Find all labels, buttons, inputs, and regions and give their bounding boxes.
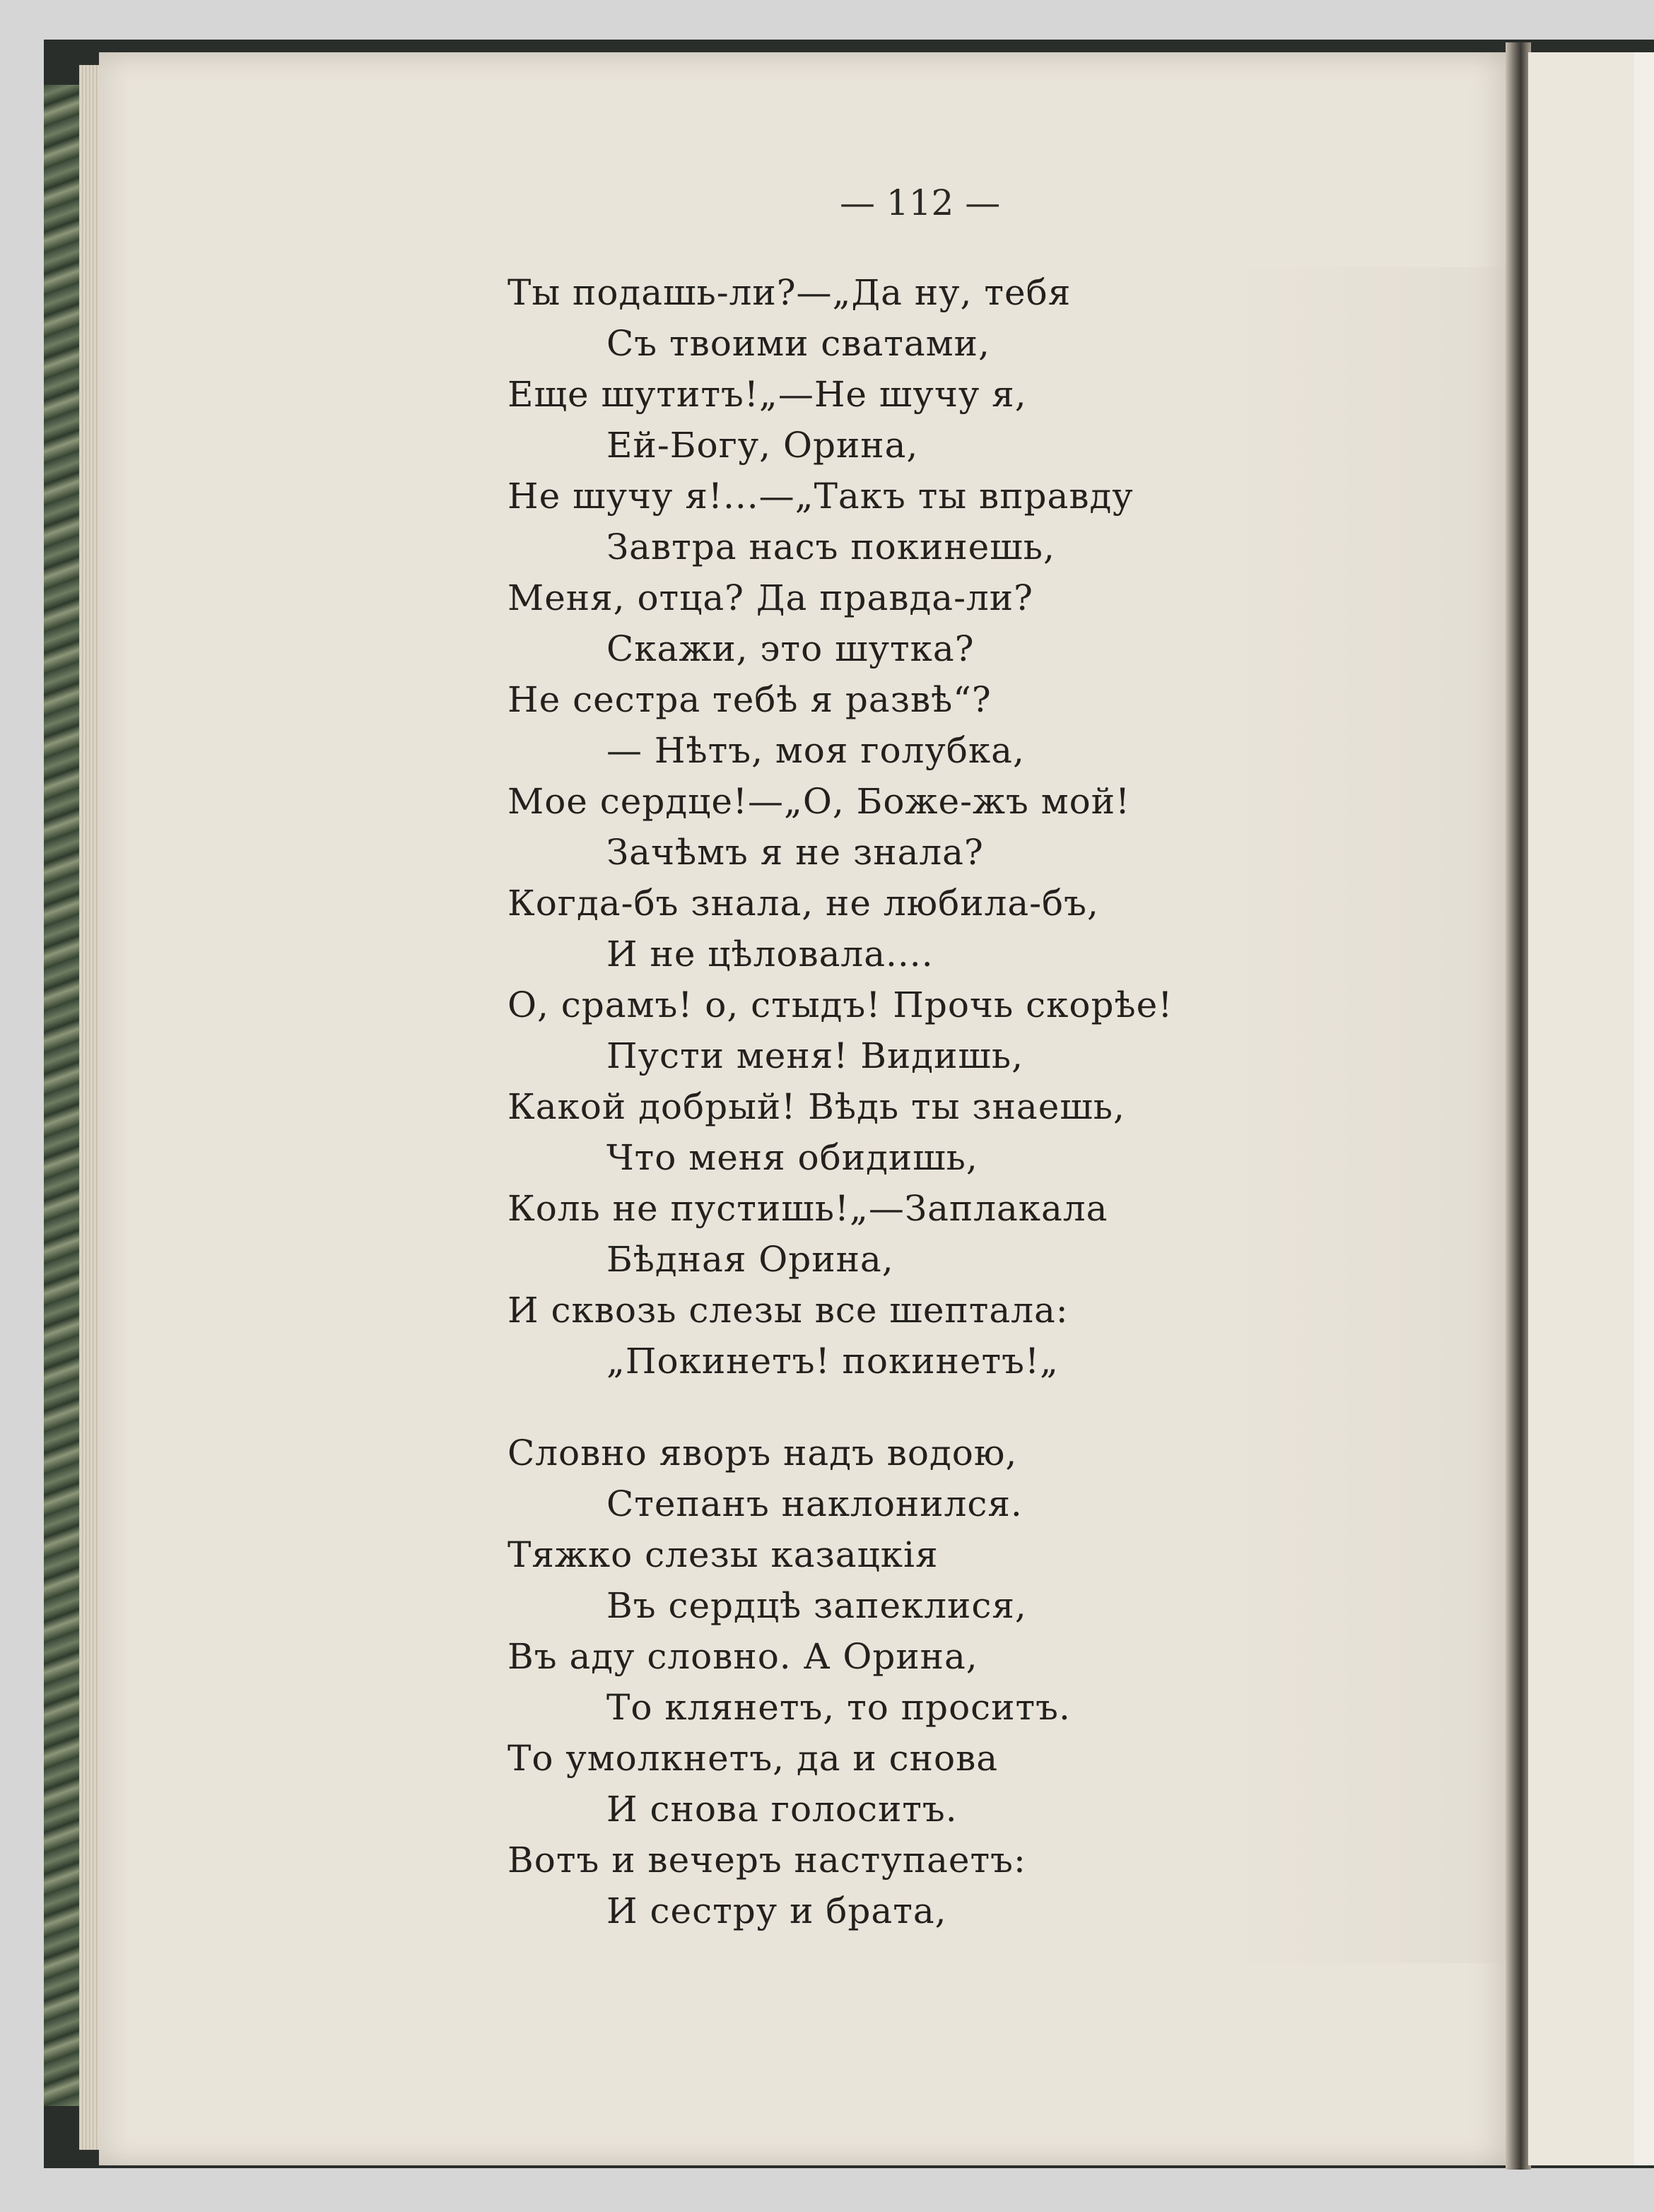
- poem-line: Не шучу я!...—„Такъ ты вправду: [508, 476, 1134, 517]
- poem-line: И сквозь слезы все шептала:: [508, 1290, 1069, 1331]
- poem-line: Ты подашь-ли?—„Да ну, тебя: [508, 272, 1072, 313]
- poem-line: Еще шутитъ!„—Не шучу я,: [508, 374, 1027, 415]
- poem-line: Въ сердцѣ запеклися,: [606, 1585, 1027, 1626]
- facing-page-edge: [1634, 52, 1654, 2165]
- poem-line: Степанъ наклонился.: [606, 1483, 1023, 1524]
- poem-line: И не цѣловала....: [606, 934, 934, 975]
- poem-text: [508, 267, 1469, 1936]
- poem-line: Съ твоими сватами,: [606, 323, 990, 364]
- poem-line: Вотъ и вечеръ наступаетъ:: [508, 1840, 1026, 1881]
- poem-line: И снова голоситъ.: [606, 1789, 958, 1830]
- poem-line: Что меня обидишь,: [606, 1137, 978, 1178]
- poem-line: И сестру и брата,: [606, 1890, 947, 1931]
- poem-line: Какой добрый! Вѣдь ты знаешь,: [508, 1086, 1125, 1127]
- poem-line: Бѣдная Орина,: [606, 1239, 894, 1280]
- stanza: [508, 1428, 1469, 1936]
- poem-line: Мое сердце!—„О, Боже-жъ мой!: [508, 781, 1131, 822]
- book-gutter: [1506, 42, 1531, 2170]
- poem-line: То умолкнетъ, да и снова: [508, 1738, 999, 1779]
- poem-line: То клянетъ, то проситъ.: [606, 1687, 1071, 1728]
- poem-line: Ей-Богу, Орина,: [606, 425, 919, 466]
- poem-line: О, срамъ! о, стыдъ! Прочь скорѣе!: [508, 984, 1173, 1025]
- poem-line: Коль не пустишь!„—Заплакала: [508, 1188, 1108, 1229]
- poem-line: „Покинетъ! покинетъ!„: [606, 1341, 1059, 1382]
- poem-line: Зачѣмъ я не знала?: [606, 832, 984, 873]
- poem-line: Скажи, это шутка?: [606, 628, 975, 669]
- marbled-endpaper: [44, 85, 82, 2106]
- poem-line: Въ аду словно. А Орина,: [508, 1636, 978, 1677]
- stanza-gap: [508, 1387, 1469, 1428]
- poem-line: Когда-бъ знала, не любила-бъ,: [508, 883, 1099, 924]
- poem-line: Словно яворъ надъ водою,: [508, 1432, 1018, 1473]
- poem-line: Не сестра тебѣ я развѣ“?: [508, 679, 992, 720]
- page-number: — 112 —: [840, 182, 1001, 223]
- poem-line: — Нѣтъ, моя голубка,: [606, 730, 1025, 771]
- poem-line: Меня, отца? Да правда-ли?: [508, 577, 1033, 618]
- page-number-container: [0, 182, 1654, 223]
- poem-line: Пусти меня! Видишь,: [606, 1035, 1024, 1076]
- stanza: [508, 267, 1469, 1387]
- poem-line: Завтра насъ покинешь,: [606, 526, 1055, 567]
- poem-line: Тяжко слезы казацкія: [508, 1534, 939, 1575]
